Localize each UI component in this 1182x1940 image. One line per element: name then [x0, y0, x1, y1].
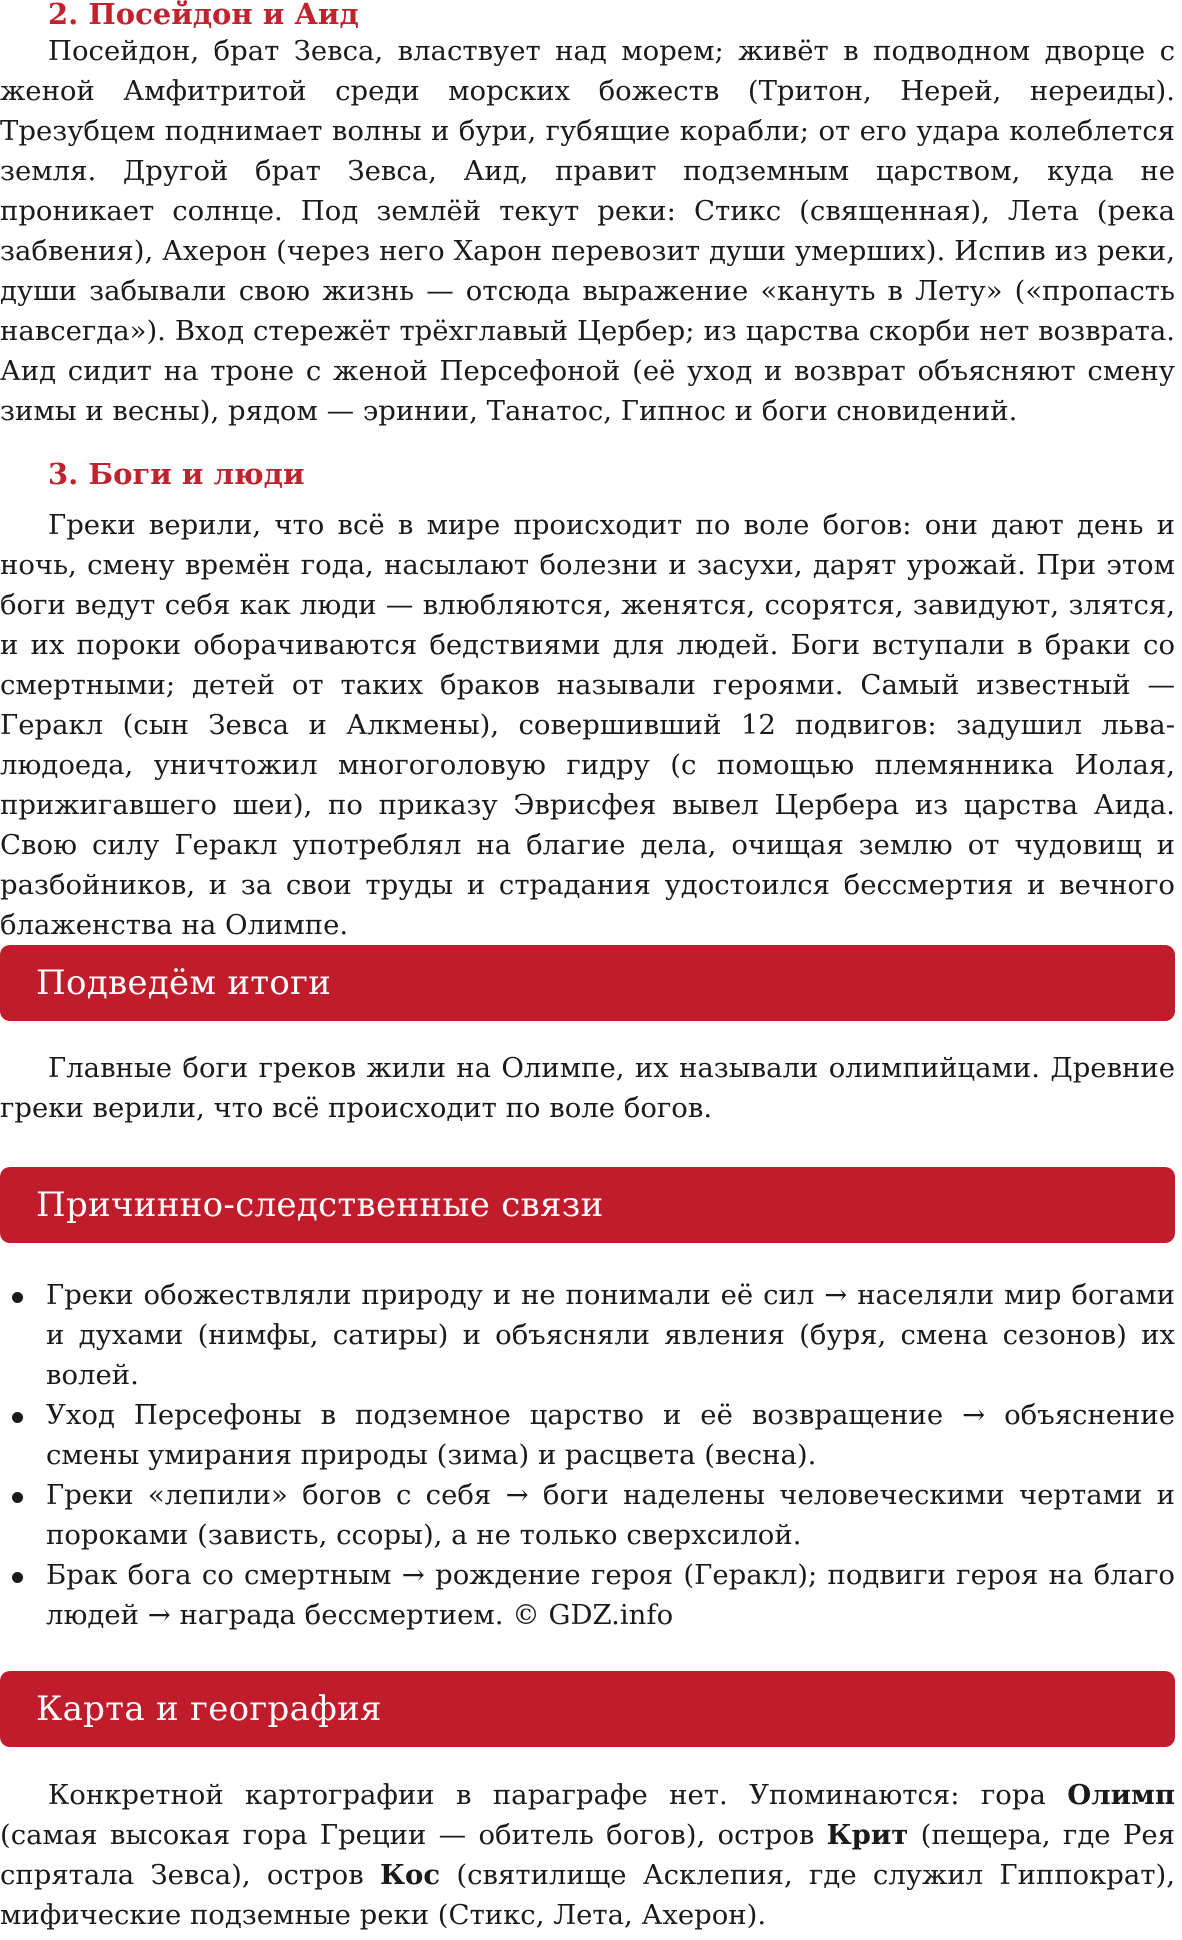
- bullet-icon: [12, 1492, 23, 1503]
- geo-heading: Карта и география: [36, 1689, 382, 1729]
- list-item-text: Брак бога со смертным → рождение героя (Геракл); подвиги героя на благо людей → награда бессмертием. © GDZ.info: [46, 1559, 1175, 1631]
- list-item-text: Греки обожествляли природу и не понимали её сил → населяли мир богами и духами (нимфы, сатиры) и объясняли явления (буря, смена сезонов) их волей.: [46, 1279, 1175, 1391]
- list-item-text: Греки «лепили» богов с себя → боги наделены человеческими чертами и пороками (зависть, ссоры), а не только сверхсилой.: [46, 1479, 1175, 1551]
- section-2-title: 2. Посейдон и Аид: [48, 0, 359, 31]
- geo-text-part: Конкретной картографии в параграфе нет. Упоминаются: гора: [48, 1779, 1068, 1811]
- bullet-icon: [12, 1292, 23, 1303]
- place-olympus: Олимп: [1067, 1779, 1175, 1811]
- place-crete: Крит: [826, 1819, 909, 1851]
- section-3-text: Греки верили, что всё в мире происходит по воле богов: они дают день и ночь, смену времён года, насылают болезни и засухи, дарят урожай. При этом боги ведут себя как люди — влюбляются, женятся, ссорятся, завидуют, злятся, и их пороки оборачиваются бедствиями для людей. Боги вступали в браки со смертными; детей от таких браков называли героями. Самый известный — Геракл (сын Зевса и Алкмены), совершивший 12 подвигов: задушил льва-людоеда, уничтожил многоголовую гидру (с помощью племянника Иолая, прижигавшего шеи), по приказу Эврисфея вывел Цербера из царства Аида. Свою силу Геракл употреблял на благие дела, очищая землю от чудовищ и разбойников, и за свои труды и страдания удостоился бессмертия и вечного блаженства на Олимпе.: [0, 509, 1175, 941]
- causes-heading: Причинно-следственные связи: [36, 1185, 604, 1225]
- list-item: [0, 1395, 1175, 1475]
- geo-banner: [0, 1671, 1175, 1747]
- list-item-text: Уход Персефоны в подземное царство и её возвращение → объяснение смены умирания природы (зима) и расцвета (весна).: [46, 1399, 1175, 1471]
- causes-banner: [0, 1167, 1175, 1243]
- section-2-text: Посейдон, брат Зевса, властвует над морем; живёт в подводном дворце с женой Амфитритой среди морских божеств (Тритон, Нерей, нереиды). Трезубцем поднимает волны и бури, губящие корабли; от его удара колеблется земля. Другой брат Зевса, Аид, правит подземным царством, куда не проникает солнце. Под землёй текут реки: Стикс (священная), Лета (река забвения), Ахерон (через него Харон перевозит души умерших). Испив из реки, души забывали свою жизнь — отсюда выражение «кануть в Лету» («пропасть навсегда»). Вход стережёт трёхглавый Цербер; из царства скорби нет возврата. Аид сидит на троне с женой Персефоной (её уход и возврат объясняют смену зимы и весны), рядом — эринии, Танатос, Гипнос и боги сновидений.: [0, 35, 1175, 427]
- place-kos: Кос: [380, 1859, 441, 1891]
- bullet-icon: [12, 1572, 23, 1583]
- section-3-title: 3. Боги и люди: [48, 457, 305, 491]
- list-item: [0, 1475, 1175, 1555]
- bullet-icon: [12, 1412, 23, 1423]
- geo-text-part: (самая высокая гора Греции — обитель богов), остров: [0, 1819, 827, 1851]
- summary-text: Главные боги греков жили на Олимпе, их называли олимпийцами. Древние греки верили, что всё происходит по воле богов.: [0, 1052, 1175, 1124]
- summary-banner: [0, 945, 1175, 1021]
- list-item: [0, 1555, 1175, 1635]
- geo-text: [0, 1775, 1175, 1935]
- geo-text-part: (пещера, где Рея спрятала Зевса), остров: [0, 1819, 1175, 1891]
- causes-list: [0, 1275, 1175, 1635]
- geo-text-part: (святилище Асклепия, где служил Гиппократ), мифические подземные реки (Стикс, Лета, Ахерон).: [0, 1859, 1175, 1931]
- summary-heading: Подведём итоги: [36, 963, 332, 1003]
- list-item: [0, 1275, 1175, 1395]
